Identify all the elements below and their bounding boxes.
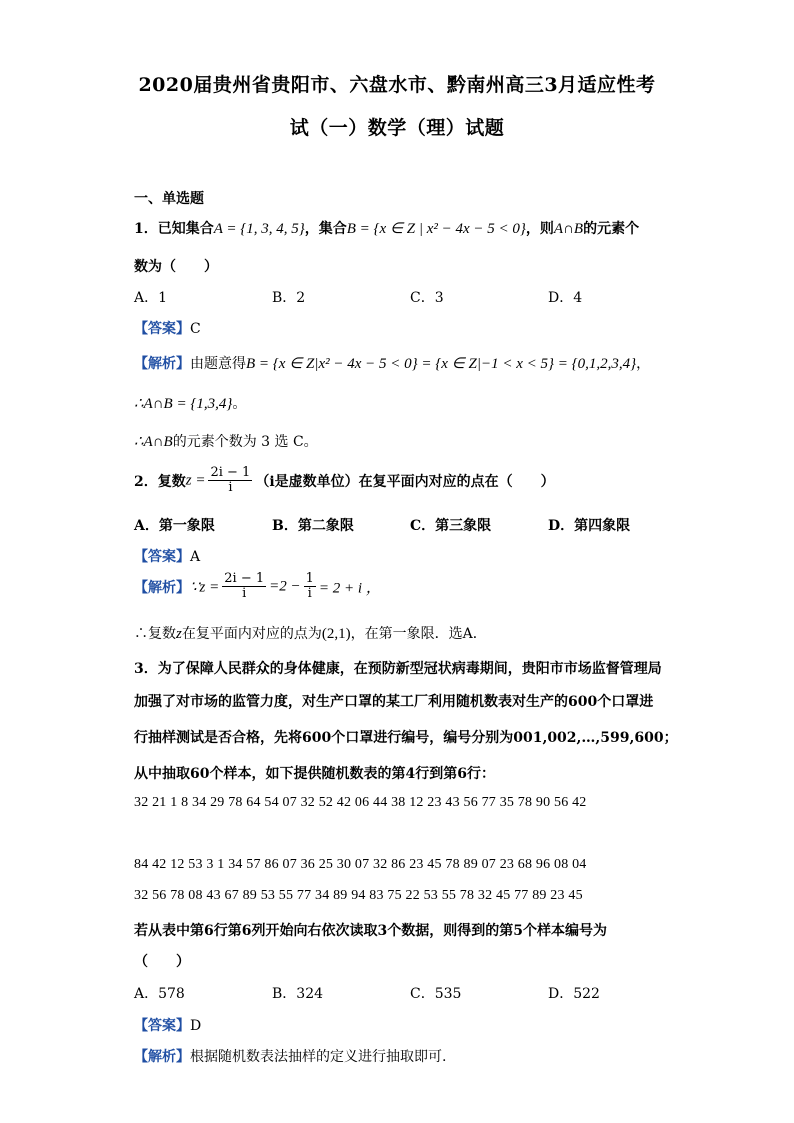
q2-analysis-num-1: 2i − 1 — [224, 571, 265, 586]
q2-stem — [134, 466, 555, 496]
q2-analysis-den-1: i — [242, 586, 247, 602]
q3-option-b: B．324 — [272, 986, 324, 1002]
answer-label: 【答案】 — [134, 1018, 190, 1034]
q3-stem-line-6: （ ） — [134, 954, 190, 970]
q2-line2-point: (2,1) — [321, 626, 351, 642]
q1-stem-line-1 — [134, 218, 639, 238]
q1-stem-line-2: 数为（ ） — [134, 259, 218, 275]
section-heading: 一、单选题 — [134, 191, 204, 207]
q2-analysis-frac-2 — [304, 572, 316, 602]
q2-analysis-end: = 2 + i ， — [318, 580, 381, 597]
q2-line2-z: z — [176, 626, 182, 642]
q2-frac-num: 2i − 1 — [210, 465, 251, 480]
q2-line2-text-a: ∴复数 — [134, 626, 176, 642]
q1-analysis-end: ， — [636, 356, 651, 372]
answer-label: 【答案】 — [134, 549, 190, 565]
q3-analysis — [134, 1046, 446, 1066]
q1-analysis-line-1 — [134, 353, 650, 373]
q2-frac-den: i — [228, 480, 233, 496]
q1-set-a: A = {1, 3, 4, 5} — [213, 221, 305, 237]
q3-answer-value: D — [190, 1018, 202, 1034]
q1-stem-text-c: ，则 — [525, 221, 554, 237]
q1-answer — [134, 318, 201, 338]
q1-analysis-line-2 — [134, 393, 246, 413]
q1-option-c: C．3 — [410, 290, 444, 306]
q1-option-b: B．2 — [272, 290, 306, 306]
q2-analysis-line-1 — [134, 572, 381, 602]
q1-analysis-math: B = {x ∈ Z|x² − 4x − 5 < 0} = {x ∈ Z|−1 < x < 5} = {0,1,2,3,4} — [246, 356, 637, 372]
q2-analysis-mid: =2 − — [269, 578, 301, 595]
q2-analysis-den-2: i — [307, 586, 312, 602]
q3-stem-line-3: 行抽样测试是否合格，先将600个口罩进行编号，编号分别为001,002,…,599,600； — [134, 730, 678, 746]
q3-random-row-5: 84 42 12 53 3 1 34 57 86 07 36 25 30 07 32 86 23 45 78 89 07 23 68 96 08 04 — [134, 857, 587, 872]
q2-line2-text-c: ，在第一象限．选A． — [350, 626, 487, 642]
q3-stem-line-2: 加强了对市场的监管力度，对生产口罩的某工厂利用随机数表对生产的600个口罩进 — [134, 694, 654, 710]
q2-analysis-frac-1 — [222, 572, 266, 602]
q1-option-a: A．1 — [134, 290, 168, 306]
q2-option-b: B．第二象限 — [272, 518, 354, 534]
analysis-label: 【解析】 — [134, 1049, 190, 1065]
q2-stem-text-b: （i是虚数单位）在复平面内对应的点在（ ） — [255, 473, 555, 490]
q1-line2-end: 。 — [232, 396, 247, 412]
analysis-label: 【解析】 — [134, 579, 190, 596]
q3-option-d: D．522 — [548, 986, 600, 1002]
q2-option-c: C．第三象限 — [410, 518, 492, 534]
q1-intersection: ∴A∩B = {1,3,4} — [134, 396, 233, 412]
q2-option-a: A．第一象限 — [134, 518, 215, 534]
title-line-2: 试（一）数学（理）试题 — [289, 117, 505, 139]
q3-stem-line-4: 从中抽取60个样本，如下提供随机数表的第4行到第6行： — [134, 766, 495, 782]
q2-analysis-z: ∵z = — [190, 579, 220, 596]
q2-option-d: D．第四象限 — [548, 518, 631, 534]
q1-set-b: B = {x ∈ Z | x² − 4x − 5 < 0} — [346, 221, 526, 237]
q1-line3-text: 的元素个数为 3 选 C。 — [172, 434, 318, 450]
q3-option-a: A．578 — [134, 986, 185, 1002]
q2-analysis-num-2: 1 — [305, 571, 314, 586]
q2-fraction — [208, 466, 252, 496]
q1-stem-text-b: ，集合 — [304, 221, 347, 237]
answer-label: 【答案】 — [134, 321, 190, 337]
q3-analysis-text: 根据随机数表法抽样的定义进行抽取即可. — [190, 1049, 447, 1065]
q2-answer-value: A — [190, 549, 201, 565]
q3-option-c: C．535 — [410, 986, 462, 1002]
q1-analysis-line-3 — [134, 431, 318, 451]
q1-line3-math: ∴A∩B — [134, 434, 173, 450]
q1-option-d: D．4 — [548, 290, 583, 306]
q1-analysis-text: 由题意得 — [190, 356, 246, 372]
q3-answer — [134, 1015, 201, 1035]
q3-random-row-4: 32 21 1 8 34 29 78 64 54 07 32 52 42 06 44 38 12 23 43 56 77 35 78 90 56 42 — [134, 795, 587, 810]
q2-answer — [134, 546, 200, 566]
analysis-label: 【解析】 — [134, 356, 190, 372]
q2-line2-text-b: 在复平面内对应的点为 — [181, 626, 322, 642]
q1-answer-value: C — [190, 321, 201, 337]
q2-z: z = — [185, 472, 206, 489]
q3-random-row-6: 32 56 78 08 43 67 89 53 55 77 34 89 94 83 75 22 53 55 78 32 45 77 89 23 45 — [134, 888, 583, 903]
q3-stem-line-5: 若从表中第6行第6列开始向右依次读取3个数据，则得到的第5个样本编号为 — [134, 923, 607, 939]
q2-stem-text: 2．复数 — [134, 473, 186, 490]
q3-stem-line-1: 3．为了保障人民群众的身体健康，在预防新型冠状病毒期间，贵阳市市场监督管理局 — [134, 661, 662, 677]
title-line-1: 2020届贵州省贵阳市、六盘水市、黔南州高三3月适应性考 — [138, 74, 656, 96]
q1-expr: A∩B — [553, 221, 584, 237]
q2-analysis-line-2 — [134, 623, 487, 643]
q1-stem-text: 1．已知集合 — [134, 221, 214, 237]
q1-stem-text-d: 的元素个 — [583, 221, 640, 237]
